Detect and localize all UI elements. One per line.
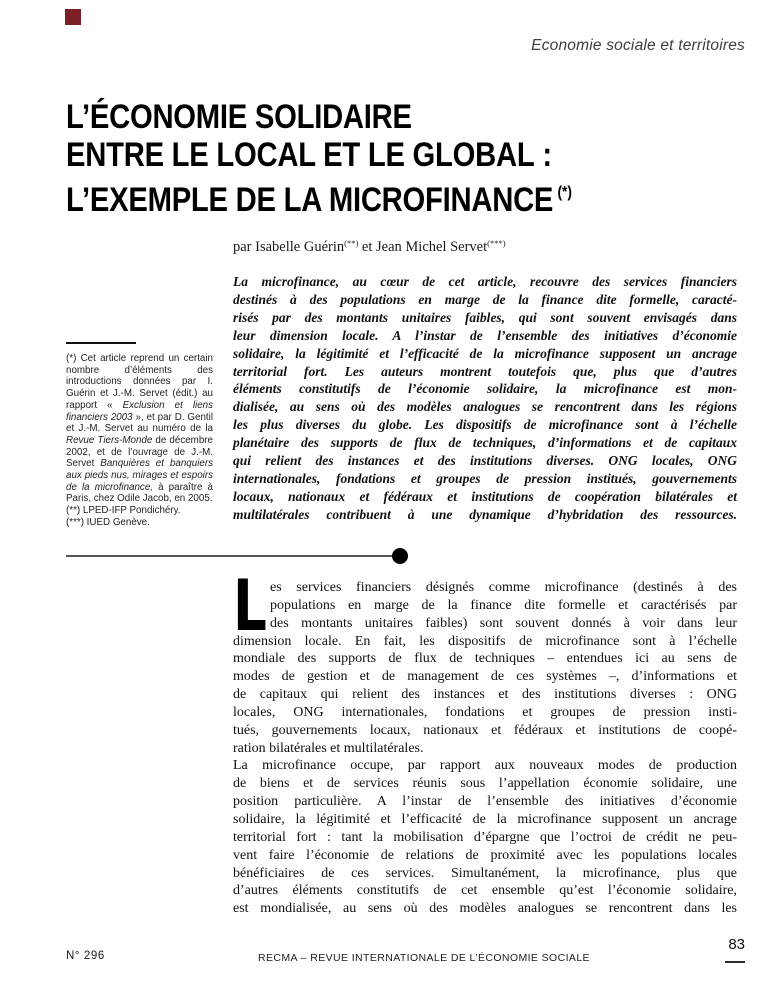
author-note-marker-1: (**)	[344, 238, 359, 248]
corner-accent-square	[65, 9, 81, 25]
body-line: de capitaux qui relient des instances et des institutions diverses : ONG	[233, 687, 737, 703]
footnote-segment: (*) Cet article reprend un certain nombre d’éléments des introductions données par I. Guérin et J.-M. Servet (édit.) au rapport «	[66, 353, 213, 411]
footnote-segment: (**) LPED-IFP Pondichéry.	[66, 505, 181, 517]
abstract-line: qui relient des instances et des institutions diverses. ONG locales, ONG	[233, 453, 737, 469]
title-line-3: L’EXEMPLE DE LA MICROFINANCE (*)	[66, 181, 573, 219]
footnote-italic-segment: Exclusion et liens financiers 2003	[66, 399, 213, 423]
section-divider-line	[66, 555, 396, 557]
body-line: populations en marge de la finance dite formelle et caractérisés par	[270, 597, 737, 613]
footnote-segment: (***) IUED Genève.	[66, 516, 150, 528]
footnote-paragraph	[66, 505, 213, 517]
body-line: tués, gouvernements locaux, nationaux et fédéraux et institutions de coopé-	[233, 722, 737, 738]
body-text	[233, 565, 737, 918]
abstract-line: risés par des montants unitaires faibles, qui sont souvent envisagés dans	[233, 309, 737, 325]
footer-page-rule	[725, 961, 745, 963]
body-line: dimension locale. En fait, les dispositifs de microfinance sont à l’échelle	[233, 633, 737, 649]
body-line: modes de gestion et de management de ces systèmes –, d’informations et	[233, 669, 737, 685]
body-line: locales, ONG internationales, fondations et groupes de pression insti-	[233, 704, 737, 720]
footnote-paragraph	[66, 517, 213, 529]
abstract-line: multilatérales contribuent à une dynamique d’hybridation des ressources.	[233, 506, 737, 522]
body-line: vent faire l’économie de relations de proximité avec les populations locales	[233, 847, 737, 863]
body-line: position particulière. A l’instar de l’ensemble des initiatives d’économie	[233, 794, 737, 810]
abstract-line: planétaire des supports de flux de techniques, d’informations et de capitaux	[233, 435, 737, 451]
byline-text-2: et Jean Michel Servet	[358, 239, 488, 255]
body-line: La microfinance occupe, par rapport aux nouveaux modes de production	[233, 758, 737, 774]
body-line: bénéficiaires de ces services. Simultanément, la microfinance, plus que	[233, 865, 737, 881]
body-line: solidaire, la légitimité et l’efficacité de la microfinance supposent un ancrage	[233, 811, 737, 827]
body-line: es services financiers désignés comme microfinance (destinés à des	[270, 580, 737, 595]
abstract-line: éléments constitutifs de l’économie solidaire, la microfinance est mon-	[233, 381, 737, 397]
title-line-1: L’ÉCONOMIE SOLIDAIRE	[66, 98, 412, 136]
abstract-line: solidaire, la légitimité et l’efficacité de la microfinance supposent un ancrage	[233, 345, 737, 361]
body-line: est mondialisée, au sens où des modèles analogues se rencontrent dans les	[233, 901, 737, 917]
body-line: ration bilatérales et multilatérales.	[233, 740, 424, 756]
author-note-marker-2: (***)	[487, 238, 506, 248]
footnote-italic-segment: Banquières et banquiers aux pieds nus, mirages et espoirs de la microfinance,	[66, 458, 213, 493]
abstract-line: territorial fort. Les auteurs montrent toutefois que, plus que d’autres	[233, 363, 737, 379]
footnote-paragraph	[66, 353, 213, 505]
title-line-2: ENTRE LE LOCAL ET LE GLOBAL :	[66, 136, 552, 174]
body-line: mondiale des supports de flux de techniques – entendues ici au sens de	[233, 651, 737, 667]
footer-journal-title: RECMA – REVUE INTERNATIONALE DE L’ÉCONOMIE SOCIALE	[258, 952, 590, 964]
abstract-line: locaux, nationaux et fédéraux et institutions de coopération bilatérales et	[233, 488, 737, 504]
footnote-segment: à paraître à Paris, chez Odile Jacob, en 2005.	[66, 481, 214, 505]
byline-text: par Isabelle Guérin	[233, 239, 345, 255]
footer-page-number: 83	[728, 936, 745, 953]
footnote-block	[66, 342, 213, 529]
article-title	[66, 98, 572, 219]
footnote-rule	[66, 342, 136, 344]
drop-cap: L	[233, 565, 267, 647]
abstract-line: destinés à des populations en marge de la finance dite formelle, caracté-	[233, 291, 737, 307]
title-footnote-marker: (*)	[557, 184, 573, 201]
abstract-line: dialisée, au sens où des modèles analogues se rencontrent dans les régions	[233, 399, 737, 415]
footnote-italic-segment: Revue Tiers-Monde	[66, 434, 153, 446]
footnote-segment: », et par D. Gentil et J.-M. Servet au numéro de la	[66, 411, 213, 435]
section-divider-dot	[392, 548, 408, 564]
abstract-line: leur dimension locale. A l’instar de l’ensemble des initiatives d’économie	[233, 327, 737, 343]
abstract-line: les plus diverses du globe. Les dispositifs de microfinance sont à l’échelle	[233, 417, 737, 433]
body-line: territorial fort : tant la mobilisation d’épargne que l’octroi de crédit ne peu-	[233, 829, 737, 845]
running-head: Economie sociale et territoires	[531, 37, 745, 54]
footer-issue-number: N° 296	[66, 950, 105, 962]
body-line: des montants unitaires faibles) sont souvent donnés à voir dans leur	[270, 615, 737, 631]
footnote-segment: de décembre 2002, et de l’ouvrage de J.-M. Servet	[66, 434, 213, 470]
abstract-paragraph	[233, 273, 737, 524]
body-line: d’autres éléments constitutifs de cet ensemble qu’est l’économie solidaire,	[233, 883, 737, 899]
abstract-line: internationales, fondations et groupes de pression institués, gouvernements	[233, 470, 737, 486]
abstract-line: La microfinance, au cœur de cet article, recouvre des services financiers	[233, 274, 737, 289]
body-line: de biens et de services réunis sous l’appellation économie solidaire, une	[233, 776, 737, 792]
byline	[233, 238, 506, 256]
